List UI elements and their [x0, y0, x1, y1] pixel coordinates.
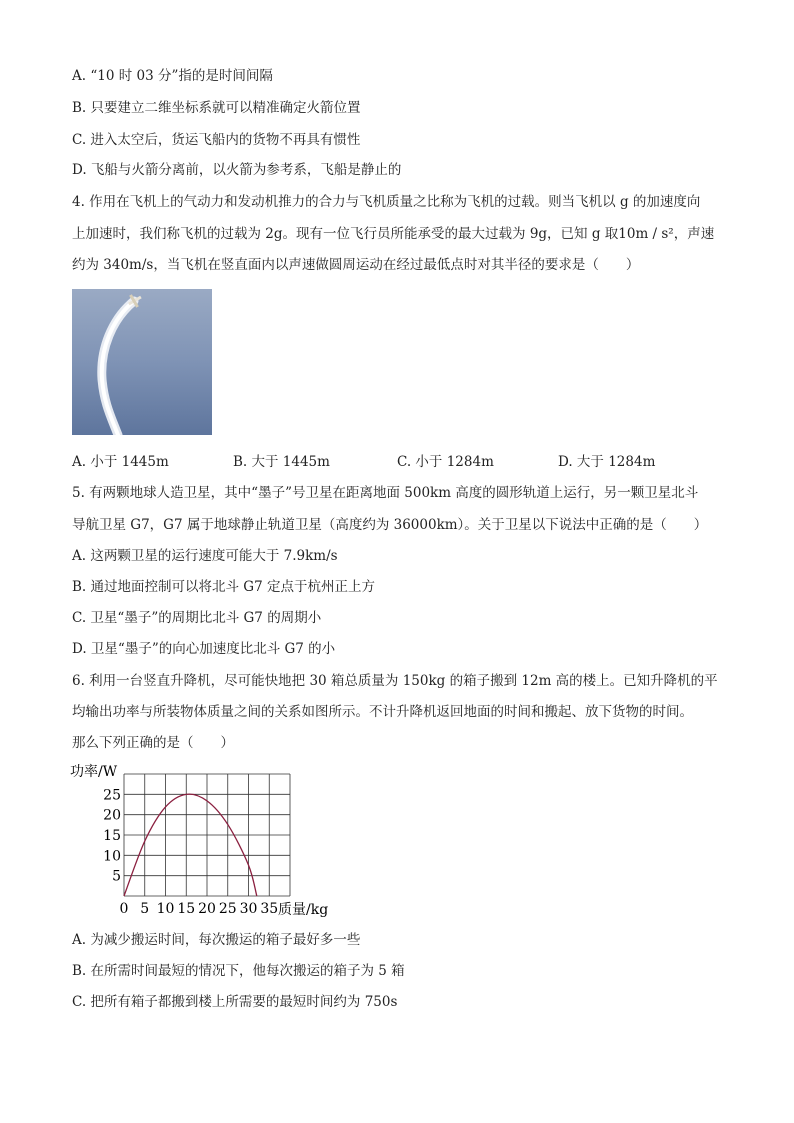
q5-stem-line-1: 5. 有两颗地球人造卫星，其中“墨子”号卫星在距离地面 500km 高度的圆形轨道上运行，另一颗卫星北斗 [72, 485, 699, 501]
q4-option-b: B. 大于 1445m [233, 454, 330, 470]
power-curve [124, 794, 257, 896]
x-tick-label: 10 [156, 901, 175, 917]
x-tick-label: 5 [140, 901, 150, 917]
q4-stem-line-1: 4. 作用在飞机上的气动力和发动机推力的合力与飞机质量之比称为飞机的过载。则当飞机以 g 的加速度向 [72, 194, 701, 210]
q5-stem-line-2: 导航卫星 G7，G7 属于地球静止轨道卫星（高度约为 36000km）。关于卫星以下说法中正确的是（ ） [72, 517, 708, 533]
q6-option-c: C. 把所有箱子都搬到楼上所需要的最短时间约为 750s [72, 994, 398, 1010]
q5-option-b: B. 通过地面控制可以将北斗 G7 定点于杭州正上方 [72, 579, 375, 595]
y-tick-label: 15 [103, 828, 121, 844]
x-tick-label: 30 [239, 901, 258, 917]
q4-option-a: A. 小于 1445m [72, 454, 169, 470]
y-tick-label: 10 [103, 848, 121, 865]
x-axis-label: 质量/kg [278, 902, 329, 918]
x-tick-label: 15 [177, 901, 196, 917]
q4-option-c: C. 小于 1284m [397, 454, 494, 470]
q4-option-d: D. 大于 1284m [558, 454, 656, 470]
y-axis-label: 功率/W [70, 764, 118, 780]
q3-option-c: C. 进入太空后，货运飞船内的货物不再具有惯性 [72, 132, 361, 148]
y-tick-labels [103, 787, 121, 884]
q5-option-c: C. 卫星“墨子”的周期比北斗 G7 的周期小 [72, 610, 322, 626]
q6-stem-line-1: 6. 利用一台竖直升降机，尽可能快地把 30 箱总质量为 150kg 的箱子搬到 12m 高的楼上。已知升降机的平 [72, 673, 718, 689]
q4-stem-line-2: 上加速时，我们称飞机的过载为 2g。现有一位飞行员所能承受的最大过载为 9g，已知 g 取10m / s²，声速 [72, 226, 715, 242]
x-tick-label: 0 [119, 901, 129, 917]
q6-stem-line-3: 那么下列正确的是（ ） [72, 735, 234, 751]
x-tick-label: 25 [218, 901, 237, 917]
q3-option-a: A. “10 时 03 分”指的是时间间隔 [72, 68, 273, 84]
q5-option-d: D. 卫星“墨子”的向心加速度比北斗 G7 的小 [72, 641, 336, 657]
q4-stem-line-3: 约为 340m/s，当飞机在竖直面内以声速做圆周运动在经过最低点时对其半径的要求是（ ） [72, 257, 640, 273]
x-tick-labels [120, 901, 279, 917]
chart-grid [124, 774, 290, 896]
x-tick-label: 35 [260, 901, 279, 917]
q6-option-a: A. 为减少搬运时间，每次搬运的箱子最好多一些 [72, 932, 361, 948]
x-tick-label: 20 [198, 901, 216, 917]
q3-option-b: B. 只要建立二维坐标系就可以精准确定火箭位置 [72, 100, 361, 116]
y-tick-label: 20 [103, 807, 121, 824]
power-mass-chart [66, 760, 346, 920]
y-tick-label: 5 [112, 868, 121, 885]
airplane-smoke-photo [72, 289, 212, 435]
q6-option-b: B. 在所需时间最短的情况下，他每次搬运的箱子为 5 箱 [72, 963, 405, 979]
y-tick-label: 25 [103, 787, 121, 804]
q6-stem-line-2: 均输出功率与所装物体质量之间的关系如图所示。不计升降机返回地面的时间和搬起、放下货物的时间。 [72, 704, 693, 720]
q3-option-d: D. 飞船与火箭分离前，以火箭为参考系，飞船是静止的 [72, 162, 402, 178]
q5-option-a: A. 这两颗卫星的运行速度可能大于 7.9km/s [72, 548, 338, 564]
